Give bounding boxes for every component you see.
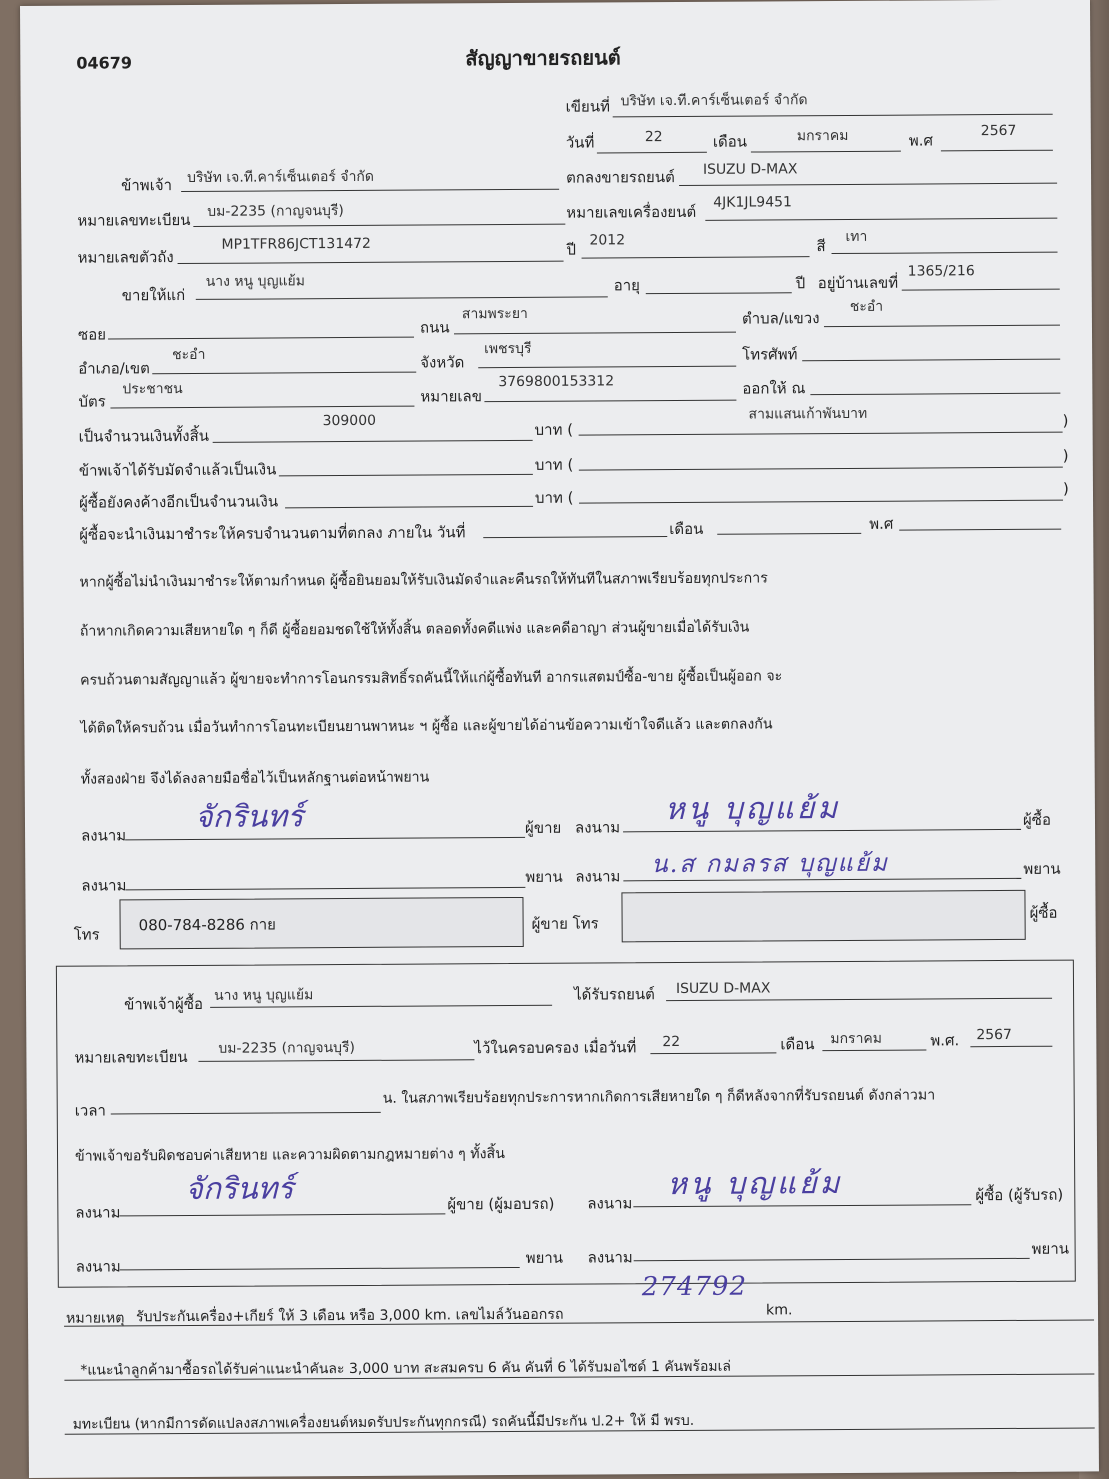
engine-no-value[interactable]: 4JK1JL9451 [713,194,792,211]
province-label: จังหวัด [420,353,465,372]
buyer-phone-label: ผู้ซื้อ [1029,903,1058,922]
seller-signature-line [125,837,525,840]
remaining-words-line[interactable] [579,500,1063,504]
vehicle-receipt-box [56,960,1076,1288]
pay-month-label: เดือน [669,519,704,539]
color-label: สี [816,237,826,256]
note-registration: มทะเบียน (หากมีการดัดแปลงสภาพเครื่องยนต์หมดรับประกันทุกกรณี) รถคันนี้มีประกัน ป.2+ ให้ มี พรบ. [72,1412,695,1433]
phone-label: โทรศัพท์ [742,345,798,364]
total-amount-value[interactable]: 309000 [322,412,377,430]
contract-paragraph-3: ครบถ้วนตามสัญญาแล้ว ผู้ขายจะทำการโอนกรรมสิทธิ์รถคันนี้ให้แก่ผู้ซื้อทันที อากรแสตมป์ซื้อ-ขาย ผู้ซื้อเป็นผู้ออก จะ [80,668,783,689]
subdistrict-label: ตำบล/แขวง [741,309,820,328]
plate-value[interactable]: บม-2235 (กาญจนบุรี) [207,203,344,220]
plate-line [193,224,565,227]
soi-label: ซอย [77,325,107,344]
receipt-time-label: เวลา [74,1101,106,1120]
chassis-line [178,261,564,264]
receipt-received-label: ได้รับรถยนต์ [573,985,655,1004]
buyer-value[interactable]: นาง หนู บุญแย้ม [205,273,305,290]
year-label: ปี [566,240,577,259]
total-words-value[interactable]: สามแสนเก้าพันบาท [748,405,868,423]
receipt-year-value[interactable]: 2567 [976,1026,1012,1044]
remaining-baht-label: บาท ( [534,488,574,507]
color-value[interactable]: เทา [845,228,868,245]
pay-year-label: พ.ศ [869,514,894,533]
road-label: ถนน [419,318,450,337]
sign-label-witness-1: ลงนาม [81,876,127,895]
total-baht-label: บาท ( [534,420,574,439]
receipt-sign-label-witness-2: ลงนาม [587,1248,633,1267]
seller-value[interactable]: บริษัท เจ.ที.คาร์เซ็นเตอร์ จำกัด [187,168,375,186]
car-model-value[interactable]: ISUZU D-MAX [702,161,798,178]
date-day-value[interactable]: 22 [644,129,663,146]
sign-label-witness-2: ลงนาม [575,867,621,886]
subdistrict-line [824,325,1060,327]
issued-by-label: ออกให้ ณ [742,379,806,398]
seller-line [181,189,559,192]
soi-line[interactable] [108,337,414,340]
card-no-line [484,400,736,403]
remaining-label: ผู้ซื้อยังคงค้างอีกเป็นจำนวนเงิน [78,492,279,512]
car-year-line [582,256,810,258]
car-model-line [679,183,1057,186]
receipt-possession-label: ไว้ในครอบครอง เมื่อวันที่ [474,1038,637,1058]
date-year-line [941,150,1053,152]
phone-short-label: โทร [73,925,100,944]
deposit-words-line[interactable] [579,467,1063,471]
card-type-line [110,406,414,409]
deposit-baht-label: บาท ( [534,455,574,474]
engine-no-label: หมายเลขเครื่องยนต์ [566,202,697,222]
pay-day-line[interactable] [483,536,667,538]
pay-by-label: ผู้ซื้อจะนำเงินมาชำระให้ครบจำนวนตามที่ตกลง ภายใน วันที่ [79,523,466,544]
buyer-phone-box[interactable] [621,890,1025,942]
remaining-close-paren: ) [1062,479,1069,498]
receipt-buyer-role: ผู้ซื้อ (ผู้รับรถ) [975,1185,1064,1205]
age-line[interactable] [646,292,792,294]
receipt-text-1: น. ในสภาพเรียบร้อยทุกประการหากเกิดการเสียหายใด ๆ ก็ดีหลังจากที่รับรถยนต์ ดังกล่าวมา [382,1087,936,1107]
receipt-witness-2-role: พยาน [1031,1239,1070,1258]
seller-phone-value[interactable]: 080-784-8286 กาย [138,915,276,935]
road-value[interactable]: สามพระยา [461,305,528,323]
total-amount-line [213,440,533,443]
plate-label: หมายเลขทะเบียน [77,210,191,230]
pay-year-line[interactable] [899,529,1061,531]
written-at-value[interactable]: บริษัท เจ.ที.คาร์เซ็นเตอร์ จำกัด [620,92,808,110]
seller-role: ผู้ขาย [524,818,562,837]
note-km-suffix: km. [765,1302,793,1319]
note-referral: *แนะนำลูกค้ามาซื้อรถได้รับค่าแนะนำคันละ 3,000 บาท สะสมครบ 6 คัน คันที่ 6 ได้รับมอไซด์ 1 คันพร้อมเล่ [80,1358,732,1379]
seller-signature: จักรินทร์ [194,799,304,835]
receipt-plate-label: หมายเลขทะเบียน [74,1047,188,1067]
deposit-close-paren: ) [1062,446,1069,465]
receipt-sign-label-seller: ลงนาม [75,1203,121,1222]
doc-number: 04679 [76,53,133,73]
chassis-label: หมายเลขตัวถัง [77,248,174,267]
card-no-label: หมายเลข [420,387,483,406]
total-label: เป็นจำนวนเงินทั้งสิ้น [78,426,210,446]
district-value[interactable]: ชะอำ [172,346,206,364]
card-no-value[interactable]: 3769800153312 [498,373,615,391]
note-warranty: รับประกันเครื่อง+เกียร์ ให้ 3 เดือน หรือ 3,000 km. เลขไมล์วันออกรถ [135,1306,564,1326]
witness-2-role: พยาน [1023,859,1061,878]
receipt-seller-signature: จักรินทร์ [185,1171,294,1208]
seller-phone-label: ผู้ขาย โทร [531,914,599,933]
province-line [478,366,736,369]
house-no-label: อยู่บ้านเลขที่ [817,273,899,293]
contract-paragraph-4: ได้ติดให้ครบถ้วน เมื่อวันทำการโอนทะเบียนยานพาหนะ ฯ ผู้ซื้อ และผู้ขายได้อ่านข้อความเข้าใจดีแล้ว และตกลงกัน [80,716,773,737]
witness-2-signature-line [623,878,1021,881]
road-line [454,332,736,335]
receipt-plate-value[interactable]: บม-2235 (กาญจนบุรี) [218,1039,356,1057]
written-at-label: เขียนที่ [565,97,610,116]
note-prefix: หมายเหตุ [65,1310,125,1327]
receipt-seller-role: ผู้ขาย (ผู้มอบรถ) [447,1194,555,1214]
district-label: อำเภอ/เขต [78,359,150,378]
written-at-line [613,114,1053,118]
buyer-line [196,296,608,300]
receipt-sign-label-witness-1: ลงนาม [75,1257,121,1276]
receipt-buyer-label: ข้าพเจ้าผู้ซื้อ [124,994,204,1014]
date-year-value[interactable]: 2567 [980,122,1017,140]
pay-month-line[interactable] [717,533,861,535]
receipt-day-value[interactable]: 22 [662,1033,681,1051]
contract-paragraph-1: หากผู้ซื้อไม่นำเงินมาชำระให้ตามกำหนด ผู้ซื้อยินยอมให้รับเงินมัดจำและคืนรถให้ทันทีในสภาพเรียบร้อยทุกประการ [79,570,768,591]
card-label: บัตร [78,392,106,411]
contract-paper [20,0,1099,1478]
mileage-value: 274792 [641,1271,748,1303]
witness-signature: น.ส กมลรส บุญแย้ม [651,848,889,879]
date-day-line [597,152,707,154]
date-day-label: วันที่ [565,133,595,152]
seller-label: ข้าพเจ้า [121,176,173,195]
witness-1-signature-line[interactable] [125,887,525,890]
house-no-line [902,289,1060,291]
card-type-value[interactable]: ประชาชน [122,381,183,398]
subdistrict-value[interactable]: ชะอำ [849,298,884,315]
witness-1-role: พยาน [525,867,563,886]
buyer-signature: หนู บุญแย้ม [664,791,841,828]
date-month-value[interactable]: มกราคม [796,127,849,145]
contract-paragraph-5: ทั้งสองฝ่าย จึงได้ลงลายมือชื่อไว้เป็นหลักฐานต่อหน้าพยาน [80,769,430,788]
total-words-line [579,432,1063,436]
age-year-label: ปี [795,274,806,293]
district-line [152,372,416,375]
color-line [832,252,1058,254]
buyer-role: ผู้ซื้อ [1022,810,1052,829]
buyer-signature-line [623,829,1021,832]
receipt-text-2: ข้าพเจ้าขอรับผิดชอบค่าเสียหาย และความผิดตามกฎหมายต่าง ๆ ทั้งสิ้น [74,1146,505,1165]
receipt-buyer-value[interactable]: นาง หนู บุญแย้ม [214,987,314,1004]
date-month-line [751,151,901,153]
deposit-amount-line[interactable] [279,474,533,477]
buyer-label: ขายให้แก่ [121,285,186,305]
phone-line[interactable] [802,359,1060,362]
receipt-witness-1-role: พยาน [525,1248,564,1267]
receipt-month-label: เดือน [780,1035,815,1054]
page-title: สัญญาขายรถยนต์ [465,45,621,71]
engine-no-line [705,218,1057,221]
contract-paragraph-2: ถ้าหากเกิดความเสียหายใด ๆ ก็ดี ผู้ซื้อยอมชดใช้ให้ทั้งสิ้น ตลอดทั้งคดีแพ่ง และคดีอาญา ส่วนผู้ขายเมื่อได้รับเงิน [79,619,750,640]
receipt-buyer-signature: หนู บุญแย้ม [667,1165,843,1203]
age-label: อายุ [613,276,641,295]
car-year-value[interactable]: 2012 [589,232,626,249]
total-close-paren: ) [1062,411,1069,430]
receipt-sign-label-buyer: ลงนาม [587,1194,633,1213]
seller-phone-box [119,897,523,949]
house-no-value[interactable]: 1365/216 [907,263,975,280]
date-month-label: เดือน [712,132,748,151]
date-year-label: พ.ศ [908,131,934,150]
chassis-value[interactable]: MP1TFR86JCT131472 [221,235,371,253]
sign-label-seller: ลงนาม [81,826,127,845]
receipt-car-value[interactable]: ISUZU D-MAX [675,980,771,998]
receipt-year-label: พ.ศ. [930,1031,960,1050]
receipt-month-value[interactable]: มกราคม [830,1030,883,1048]
remaining-amount-line[interactable] [285,506,533,509]
agree-sell-label: ตกลงขายรถยนต์ [566,168,675,187]
province-value[interactable]: เพชรบุรี [484,340,532,358]
issued-by-line[interactable] [810,393,1060,396]
deposit-label: ข้าพเจ้าได้รับมัดจำแล้วเป็นเงิน [78,460,277,480]
sign-label-buyer: ลงนาม [574,818,621,837]
